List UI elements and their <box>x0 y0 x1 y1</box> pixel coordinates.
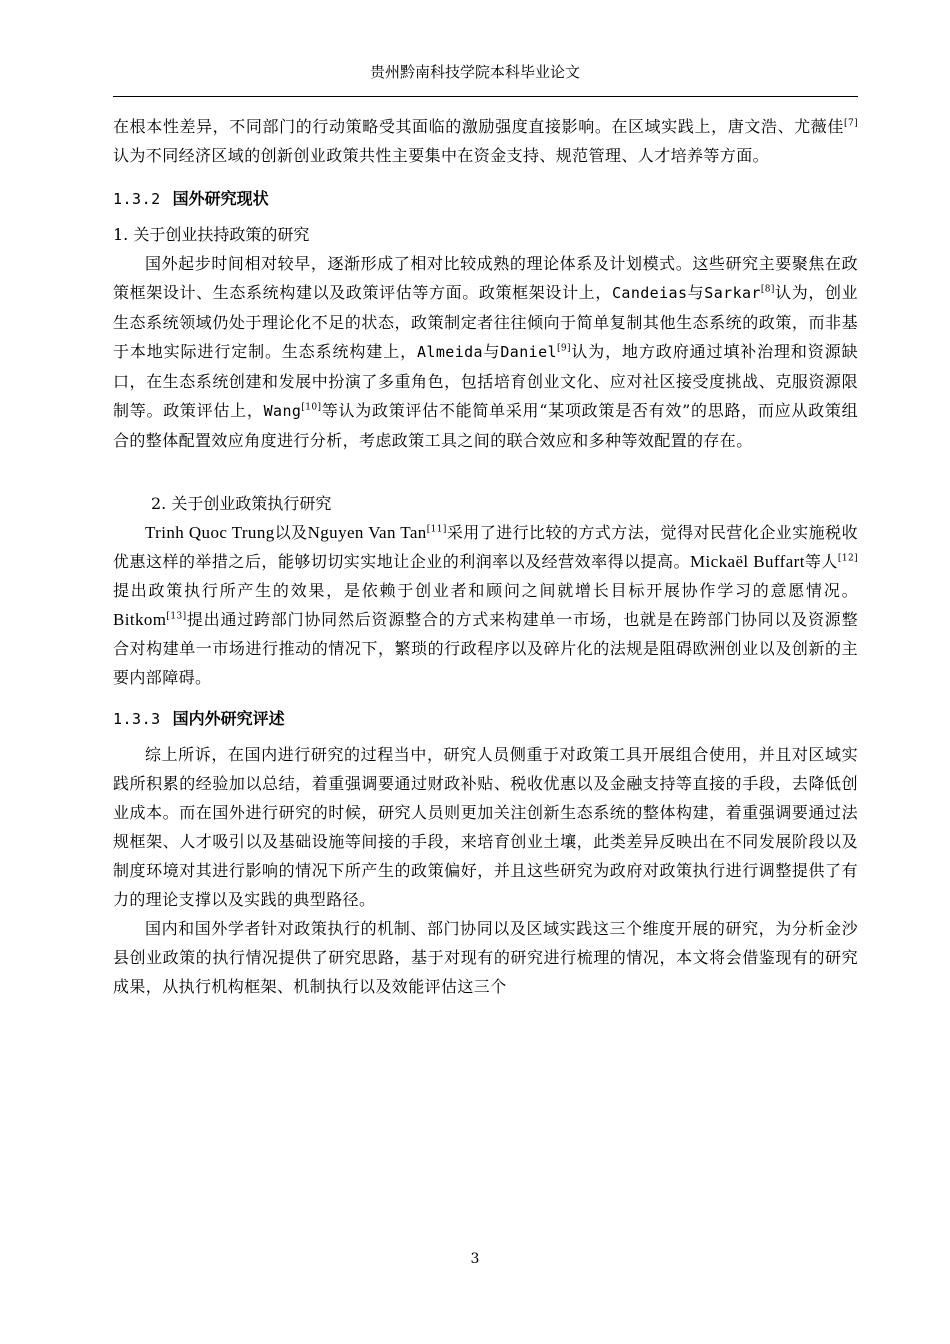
section-title: 国内外研究评述 <box>172 709 285 728</box>
text: 国外起步时间相对较早，逐渐形成了相对比较成熟的理论体系及计划模式。这些研究主要聚焦在政策框架设计、生态系统构建以及政策评估等方面。政策框架设计上， <box>113 254 858 302</box>
section-number: 1.3.3 <box>113 710 161 728</box>
text: 提出政策执行所产生的效果，是依赖于创业者和顾问之间就增长目标开展协作学习的意愿情况。 <box>113 581 858 600</box>
citation-10: [10] <box>301 402 322 413</box>
header-rule <box>113 96 858 97</box>
text: 提出通过跨部门协同然后资源整合的方式来构建单一市场，也就是在跨部门协同以及资源整合对构建单一市场进行推动的情况下，繁琐的行政程序以及碎片化的法规是阻碍欧洲创业以及创新的主要内部障碍。 <box>113 610 858 687</box>
page-body <box>113 112 858 1001</box>
author-nguyen: Nguyen Van Tan <box>307 523 427 542</box>
citation-11: [11] <box>426 524 447 535</box>
author-trinh: Trinh Quoc Trung <box>145 523 275 542</box>
conj: 与 <box>687 283 705 302</box>
author-almeida: Almeida <box>416 343 483 361</box>
intro-text-1: 在根本性差异，不同部门的行动策略受其面临的激励强度直接影响。在区域实践上，唐文浩、尤薇佳 <box>113 117 845 136</box>
author-buffart: Mickaël Buffart <box>690 552 805 571</box>
text: 等认为政策评估不能简单采用“某项政策是否有效”的思路，而应从政策组合的整体配置效应角度进行分析，考虑政策工具之间的联合效应和多种等效配置的存在。 <box>113 401 858 450</box>
text: 等人 <box>804 552 838 571</box>
section-heading-1-3-3 <box>113 704 858 734</box>
author-candeias: Candeias <box>611 284 688 302</box>
citation-8: [8] <box>760 284 775 295</box>
intro-paragraph <box>113 112 858 170</box>
section-heading-1-3-2 <box>113 184 858 214</box>
citation-12: [12] <box>837 553 858 564</box>
author-wang: Wang <box>263 402 302 420</box>
review-paragraph-2: 国内和国外学者针对政策执行的机制、部门协同以及区域实践这三个维度开展的研究，为分析金沙县创业政策的执行情况提供了研究思路，基于对现有的研究进行梳理的情况，本文将会借鉴现有的研究成果，从执行机构框架、机制执行以及效能评估这三个 <box>113 919 858 996</box>
subheading-policy-support: 1. 关于创业扶持政策的研究 <box>113 225 310 244</box>
text: 认为，创业生态系统领域仍处于理论化不足的状态，政策制定者往往倾向于简单复制其他生态系统的政策，而非基于本地实际进行定制。生态系统构建上， <box>113 283 858 361</box>
foreign-research-paragraph <box>113 249 858 455</box>
review-paragraph-1: 综上所诉，在国内进行研究的过程当中，研究人员侧重于对政策工具开展组合使用，并且对区域实践所积累的经验加以总结，着重强调要通过财政补贴、税收优惠以及金融支持等直接的手段，去降低创业成本。而在国外进行研究的时候，研究人员则更加关注创新生态系统的整体构建，着重强调要通过法规框架、人才吸引以及基础设施等间接的手段，来培育创业土壤，此类差异反映出在不同发展阶段以及制度环境对其进行影响的情况下所产生的政策偏好，并且这些研究为政府对政策执行进行调整提供了有力的理论支撑以及实践的典型路径。 <box>113 745 858 909</box>
citation-7: [7] <box>844 118 858 129</box>
conj: 以及 <box>274 523 308 542</box>
text: 认为，地方政府通过填补治理和资源缺口，在生态系统创建和发展中扮演了多重角色，包括培育创业文化、应对社区接受度挑战、克服资源限制等。政策评估上， <box>113 342 858 420</box>
citation-13: [13] <box>166 611 187 622</box>
conj: 与 <box>482 342 501 361</box>
citation-9: [9] <box>556 343 571 354</box>
execution-research-paragraph <box>113 518 858 692</box>
section-title: 国外研究现状 <box>172 189 269 208</box>
running-header: 贵州黔南科技学院本科毕业论文 <box>369 63 580 81</box>
intro-text-2: 认为不同经济区域的创新创业政策共性主要集中在资金支持、规范管理、人才培养等方面。 <box>113 146 770 165</box>
subheading-policy-execution: 2. 关于创业政策执行研究 <box>151 494 332 513</box>
page-number: 3 <box>470 1251 480 1267</box>
text: 采用了进行比较的方式方法，觉得对民营化企业实施税收优惠这样的举措之后，能够切切实实地让企业的利润率以及经营效率得以提高。 <box>113 523 858 571</box>
section-number: 1.3.2 <box>113 190 161 208</box>
author-daniel: Daniel <box>500 343 557 361</box>
author-sarkar: Sarkar <box>704 284 761 302</box>
author-bitkom: Bitkom <box>113 610 167 629</box>
